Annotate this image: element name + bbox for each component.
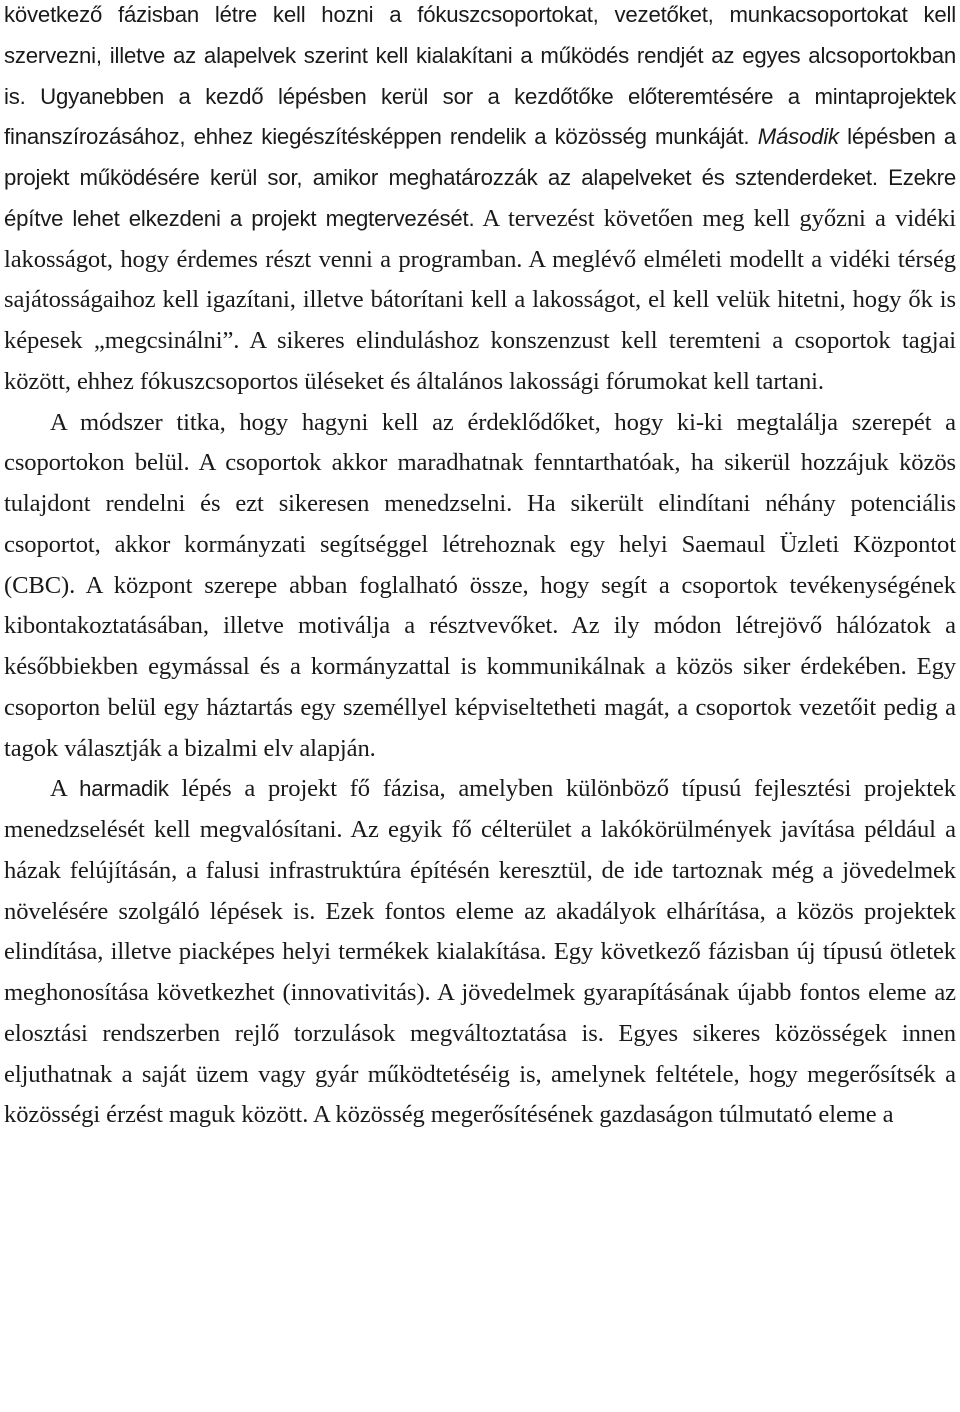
paragraph-1 [4, 0, 956, 403]
emphasis-masodik: Második [757, 124, 839, 150]
paragraph-3-body: lépés a projekt fő fázisa, amelyben különböző típusú fejlesztési projektek menedzselését kell megvalósítani. Az egyik fő célterület a lakókörülmények javítása például a házak felújításán, a falusi infrastruktúra építésén keresztül, de ide tartoznak még a jövedelmek növelésére szolgáló lépések is. Ezek fontos eleme az akadályok elhárítása, a közös projektek elindítása, illetve piacképes helyi termékek kialakítása. Egy következő fázisban új típusú ötletek meghonosítása következhet (innovativitás). A jövedelmek gyarapításának újabb fontos eleme az elosztási rendszerben rejlő torzulások megváltoztatása is. Egyes sikeres közösségek innen eljuthatnak a saját üzem vagy gyár működtetéséig is, amelynek feltétele, hogy megerősítsék a közösségi érzést maguk között. A közösség megerősítésének gazdaságon túlmutató eleme a [4, 775, 956, 1129]
paragraph-1-sans-run: következő fázisban létre kell hozni a fókuszcsoportokat, vezetőket, munkacsoportokat kell szervezni, illetve az alapelvek szerint kell kialakítani a működés rendjét az egyes alcsoportokban is. Ugyanebben a kezdő lépésben kerül sor a kezdőtőke előteremtésére a mintaprojektek finanszírozásához, ehhez kiegészítésképpen rendelik a közösség munkáját. [4, 2, 956, 150]
paragraph-2: A módszer titka, hogy hagyni kell az érdeklődőket, hogy ki-ki megtalálja szerepét a csoportokon belül. A csoportok akkor maradhatnak fenntarthatóak, ha sikerül hozzájuk közös tulajdont rendelni és ezt sikeresen menedzselni. Ha sikerült elindítani néhány potenciális csoportot, akkor kormányzati segítséggel létrehoznak egy helyi Saemaul Üzleti Központot (CBC). A központ szerepe abban foglalható össze, hogy segít a csoportok tevékenységének kibontakoztatásában, illetve motiválja a résztvevőket. Az ily módon létrejövő hálózatok a későbbiekben egymással és a kormányzattal is kommunikálnak a közös siker érdekében. Egy csoporton belül egy háztartás egy személlyel képviseltetheti magát, a csoportok vezetőit pedig a tagok választják a bizalmi elv alapján. [4, 408, 956, 762]
paragraph-3 [4, 769, 956, 1136]
paragraph-1-sans-run-2: lépésben a projekt működésére kerül sor, amikor meghatározzák az alapelveket és sztenderdeket. Ezekre építve lehet elkezdeni a projekt megtervezését. [4, 124, 956, 231]
paragraph-1-serif-run: A tervezést követően meg kell győzni a vidéki lakosságot, hogy érdemes részt venni a programban. A meglévő elméleti modellt a vidéki térség sajátosságaihoz kell igazítani, illetve bátorítani kell a lakosságot, el kell velük hitetni, hogy ők is képesek „megcsinálni”. A sikeres elinduláshoz konszenzust kell teremteni a csoportok tagjai között, ehhez fókuszcsoportos üléseket és általános lakossági fórumokat kell tartani. [4, 204, 956, 395]
emphasis-harmadik: harmadik [79, 776, 169, 802]
paragraph-3-lead: A [50, 775, 80, 803]
